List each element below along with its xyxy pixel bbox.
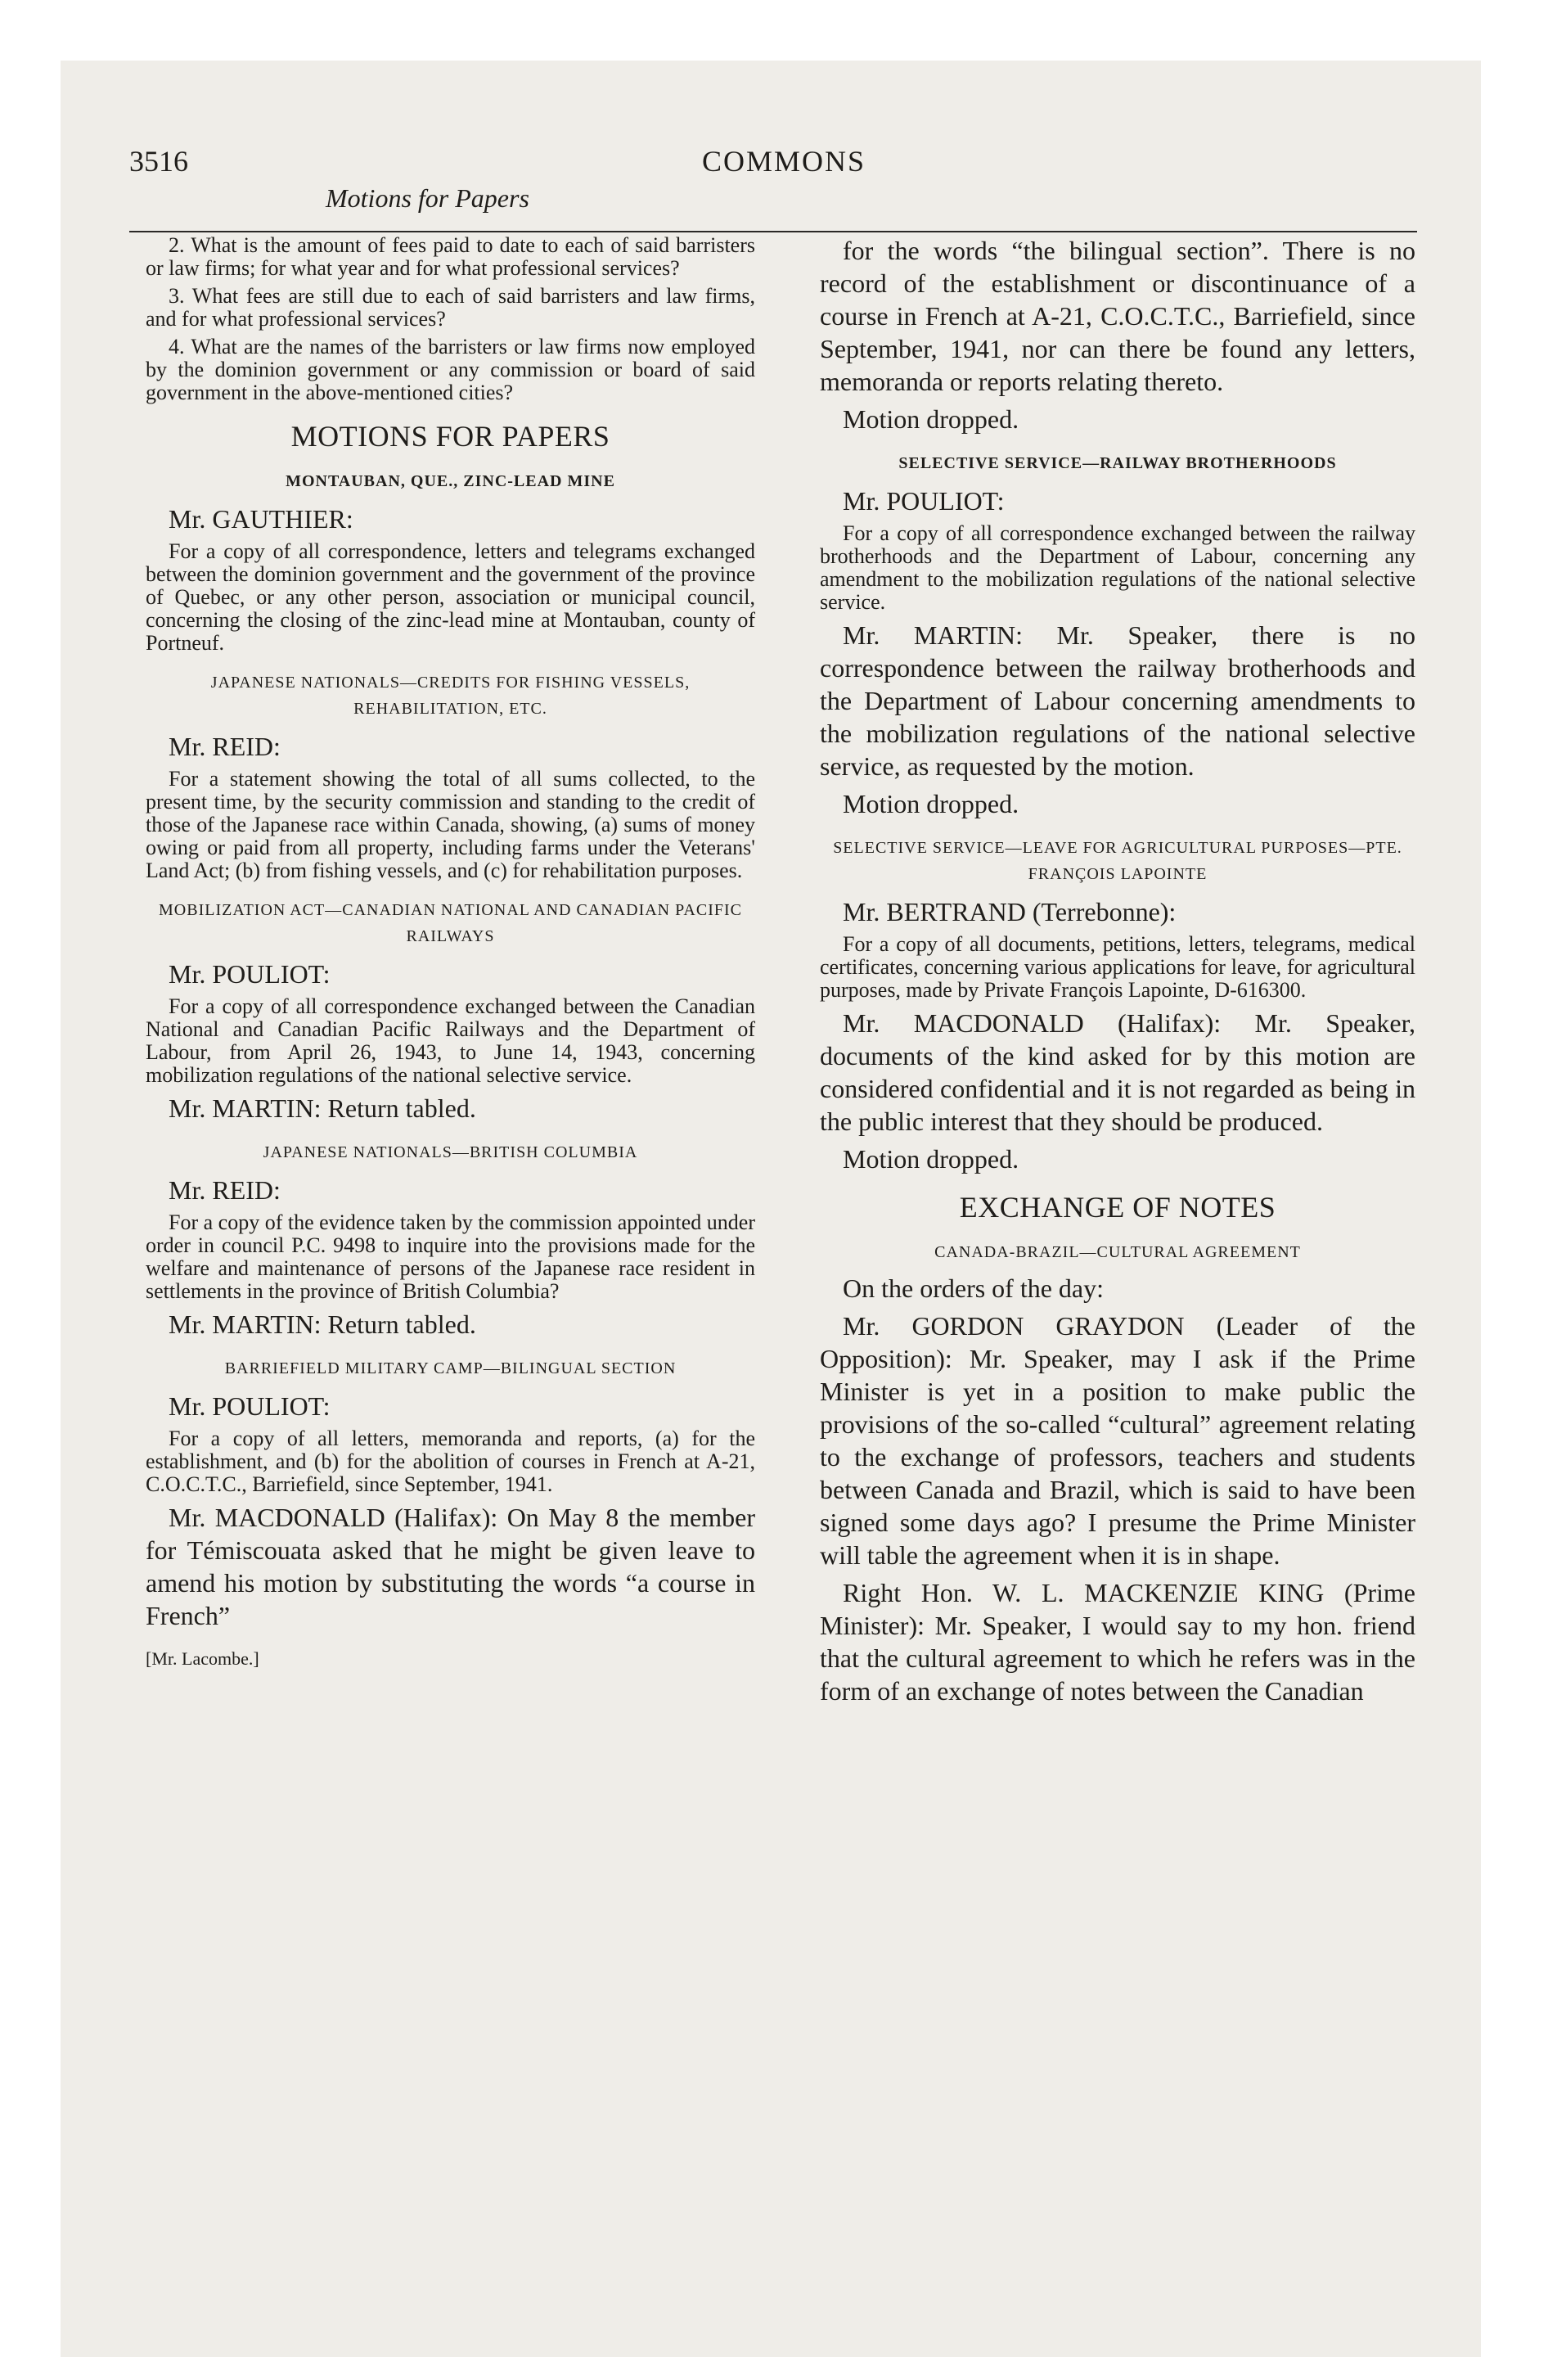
paragraph: Mr. MACDONALD (Halifax): Mr. Speaker, documents of the kind asked for by this motion are considered confidential and it is not regarded as being in the public interest that they should be produced. (820, 1008, 1415, 1136)
right-column (820, 234, 1415, 1712)
motion-text: For a copy of all documents, petitions, letters, telegrams, medical certificates, concerning various applications for leave, for agricultural purposes, made by Private François Lapointe, D-616300. (820, 932, 1415, 1002)
footnote: [Mr. Lacombe.] (146, 1648, 259, 1669)
subsection-heading: JAPANESE NATIONALS—CREDITS FOR FISHING VESSELS, REHABILITATION, ETC. (210, 674, 691, 718)
paragraph: Motion dropped. (843, 789, 1019, 818)
paragraph: Mr. MARTIN: Return tabled. (169, 1309, 476, 1339)
paragraph: Right Hon. W. L. MACKENZIE KING (Prime Minister): Mr. Speaker, I would say to my hon. friend that the cultural agreement to which he refers was in the form of an exchange of notes between the Canadian (820, 1578, 1415, 1706)
speaker-name: Mr. REID: (169, 732, 281, 761)
speaker-name: Mr. REID: (169, 1175, 281, 1205)
subsection-heading: CANADA-BRAZIL—CULTURAL AGREEMENT (934, 1243, 1301, 1261)
section-heading: MOTIONS FOR PAPERS (290, 420, 610, 453)
motion-text: For a statement showing the total of all sums collected, to the present time, by the security commission and standing to the credit of those of the Japanese race within Canada, showing, (a) sums of money owing or paid from all property, including farms under the Veterans' Land Act; (b) from fishing vessels, and (c) for rehabilitation purposes. (146, 767, 755, 882)
page-number: 3516 (129, 145, 188, 178)
speaker-name: Mr. POULIOT: (169, 1391, 331, 1421)
paragraph: Mr. GORDON GRAYDON (Leader of the Opposition): Mr. Speaker, may I ask if the Prime Minister is yet in a position to make public the provisions of the so-called “cultural” agreement relating to the exchange of professors, teachers and students between Canada and Brazil, which is said to have been signed some days ago? I presume the Prime Minister will table the agreement when it is in shape. (820, 1311, 1415, 1570)
subsection-heading: MONTAUBAN, QUE., ZINC-LEAD MINE (286, 472, 615, 490)
paragraph: Mr. MACDONALD (Halifax): On May 8 the member for Témiscouata asked that he might be given leave to amend his motion by substituting the words “a course in French” (146, 1503, 755, 1630)
subsection-heading: MOBILIZATION ACT—CANADIAN NATIONAL AND CANADIAN PACIFIC RAILWAYS (159, 901, 742, 945)
section-title: Motions for Papers (326, 183, 529, 213)
speaker-name: Mr. GAUTHIER: (169, 504, 353, 534)
section-heading: EXCHANGE OF NOTES (959, 1191, 1276, 1224)
subsection-heading: JAPANESE NATIONALS—BRITISH COLUMBIA (263, 1143, 638, 1161)
motion-text: For a copy of all letters, memoranda and reports, (a) for the establishment, and (b) for the abolition of courses in French at A-21, C.O.C.T.C., Barriefield, since September, 1941. (146, 1427, 755, 1496)
motion-text: 2. What is the amount of fees paid to date to each of said barristers or law firms; for what year and for what professional services? (146, 233, 755, 280)
speaker-name: Mr. BERTRAND (Terrebonne): (843, 897, 1177, 926)
header-rule (129, 231, 1417, 232)
paragraph: Motion dropped. (843, 404, 1019, 434)
chamber-title: COMMONS (702, 145, 866, 178)
paragraph: Mr. MARTIN: Mr. Speaker, there is no correspondence between the railway brotherhoods and the Department of Labour concerning amendments to the mobilization regulations of the national selective service, as requested by the motion. (820, 620, 1415, 781)
subsection-heading: SELECTIVE SERVICE—RAILWAY BROTHERHOODS (898, 454, 1337, 472)
motion-text: For a copy of all correspondence, letters and telegrams exchanged between the dominion government and the government of the province of Quebec, or any other person, association or municipal council, concerning the closing of the zinc-lead mine at Montauban, county of Portneuf. (146, 539, 755, 655)
paragraph: Mr. MARTIN: Return tabled. (169, 1093, 476, 1123)
motion-text: For a copy of all correspondence exchanged between the Canadian National and Canadian Pacific Railways and the Department of Labour, from April 26, 1943, to June 14, 1943, concerning mobilization regulations of the national selective service. (146, 994, 755, 1087)
subsection-heading: SELECTIVE SERVICE—LEAVE FOR AGRICULTURAL PURPOSES—PTE. FRANÇOIS LAPOINTE (833, 839, 1402, 883)
motion-text: 4. What are the names of the barristers or law firms now employed by the dominion government or any commission or board of said government in the above-mentioned cities? (146, 335, 755, 404)
paragraph: Motion dropped. (843, 1144, 1019, 1174)
paragraph: On the orders of the day: (843, 1273, 1105, 1303)
speaker-name: Mr. POULIOT: (843, 486, 1005, 516)
left-column (146, 234, 755, 1670)
motion-text: For a copy of the evidence taken by the commission appointed under order in council P.C. 9498 to inquire into the provisions made for the welfare and maintenance of persons of the Japanese race resident in settlements in the province of British Columbia? (146, 1210, 755, 1303)
subsection-heading: BARRIEFIELD MILITARY CAMP—BILINGUAL SECTION (224, 1359, 677, 1377)
motion-text: For a copy of all correspondence exchanged between the railway brotherhoods and the Department of Labour, concerning any amendment to the mobilization regulations of the national selective service. (820, 521, 1415, 614)
motion-text: 3. What fees are still due to each of said barristers and law firms, and for what professional services? (146, 284, 755, 331)
paragraph: for the words “the bilingual section”. There is no record of the establishment or discontinuance of a course in French at A-21, C.O.C.T.C., Barriefield, since September, 1941, nor can there be found any letters, memoranda or reports relating thereto. (820, 236, 1415, 396)
speaker-name: Mr. POULIOT: (169, 959, 331, 989)
